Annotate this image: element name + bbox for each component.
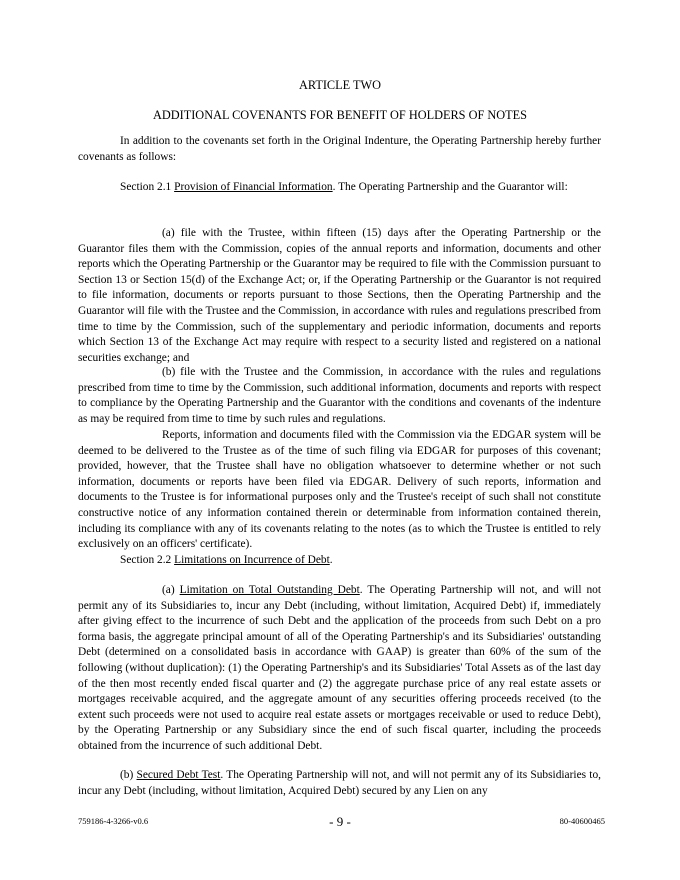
section-2-2-b-paragraph [78, 768, 601, 799]
article-title: ARTICLE TWO [298, 78, 382, 92]
section-2-2-a-prefix: (a) [162, 584, 180, 596]
article-subtitle: ADDITIONAL COVENANTS FOR BENEFIT OF HOLDERS OF NOTES [152, 108, 528, 122]
section-2-2-a-paragraph [78, 583, 601, 755]
footer-page-number: - 9 - [329, 814, 351, 829]
section-2-1-heading: Provision of Financial Information [174, 181, 333, 193]
section-2-2-number: Section 2.2 [120, 554, 175, 566]
section-2-2-heading: Limitations on Incurrence of Debt [174, 554, 330, 566]
section-2-2-a-heading: Limitation on Total Outstanding Debt [179, 584, 360, 596]
section-2-2-b-text: . The Operating Partnership will not, and will not permit any of its Subsidiaries to, incur any Debt (including, without limitation, Acquired Debt) secured by any Lien on any [78, 769, 601, 797]
section-2-2-b-heading: Secured Debt Test [136, 769, 221, 781]
section-2-2-b-prefix: (b) [120, 769, 137, 781]
section-2-1-paragraph [78, 180, 601, 196]
section-2-1-text: . The Operating Partnership and the Guarantor will: [332, 181, 568, 193]
section-2-1-a-paragraph: (a) file with the Trustee, within fifteen (15) days after the Operating Partnership or the Guarantor files them with the Commission, copies of the annual reports and information, documents and other reports which the Operating Partnership or the Guarantor may be required to file with the Commission pursuant to Section 13 or Section 15(d) of the Exchange Act; or, if the Operating Partnership or the Guarantor is not required to file information, documents or reports pursuant to those Sections, then the Operating Partnership and the Guarantor will file with the Trustee and the Commission, in accordance with rules and regulations prescribed from time to time by the Commission, such of the supplementary and periodic information, documents and reports which Section 13 of the Exchange Act may require with respect to a security listed and registered on a national securities exchange; and [78, 227, 601, 364]
footer-document-id: 759186-4-3266-v0.6 [78, 816, 149, 826]
footer-reference-number: 80-40600465 [559, 816, 605, 826]
section-2-2-text: . [329, 554, 333, 566]
section-2-1-number: Section 2.1 [120, 181, 175, 193]
intro-paragraph: In addition to the covenants set forth in the Original Indenture, the Operating Partnership hereby further covenants as follows: [78, 135, 601, 163]
section-2-2-paragraph [78, 553, 601, 569]
section-2-1-b-paragraph: (b) file with the Trustee and the Commission, in accordance with the rules and regulations prescribed from time to time by the Commission, such additional information, documents and reports with respect to compliance by the Operating Partnership and the Guarantor with the conditions and covenants of the indenture as may be required from time to time by such rules and regulations. [78, 366, 601, 425]
section-2-2-a-text: . The Operating Partnership will not, and will not permit any of its Subsidiaries to, incur any Debt (including, without limitation, Acquired Debt) if, immediately after giving effect to the incurrence of such Debt and the application of the proceeds from such Debt on a pro forma basis, the aggregate principal amount of all of the Operating Partnership's and its Subsidiaries' outstanding Debt (determined on a consolidated basis in accordance with GAAP) is greater than 60% of the sum of the following (without duplication): (1) the Operating Partnership's and its Subsidiaries' Total Assets as of the last day of the then most recently ended fiscal quarter and (2) the aggregate purchase price of any real estate assets or mortgages receivable acquired, and the aggregate amount of any securities offering proceeds received (to the extent such proceeds were not used to acquire real estate assets or mortgages receivable or used to reduce Debt), by the Operating Partnership or any Subsidiary since the end of such fiscal quarter, including the proceeds obtained from the incurrence of such additional Debt. [78, 584, 602, 752]
edgar-paragraph: Reports, information and documents filed with the Commission via the EDGAR system will be deemed to be delivered to the Trustee as of the time of such filing via EDGAR for purposes of this covenant; provided, however, that the Trustee shall have no obligation whatsoever to determine whether or not such information, documents or reports have been filed via EDGAR. Delivery of such reports, information and documents to the Trustee is for informational purposes only and the Trustee's receipt of such shall not constitute constructive notice of any information contained therein or determinable from information contained therein, including its compliance with any of its covenants relating to the notes (as to which the Trustee is entitled to rely exclusively on an officers' certificate). [78, 429, 601, 551]
